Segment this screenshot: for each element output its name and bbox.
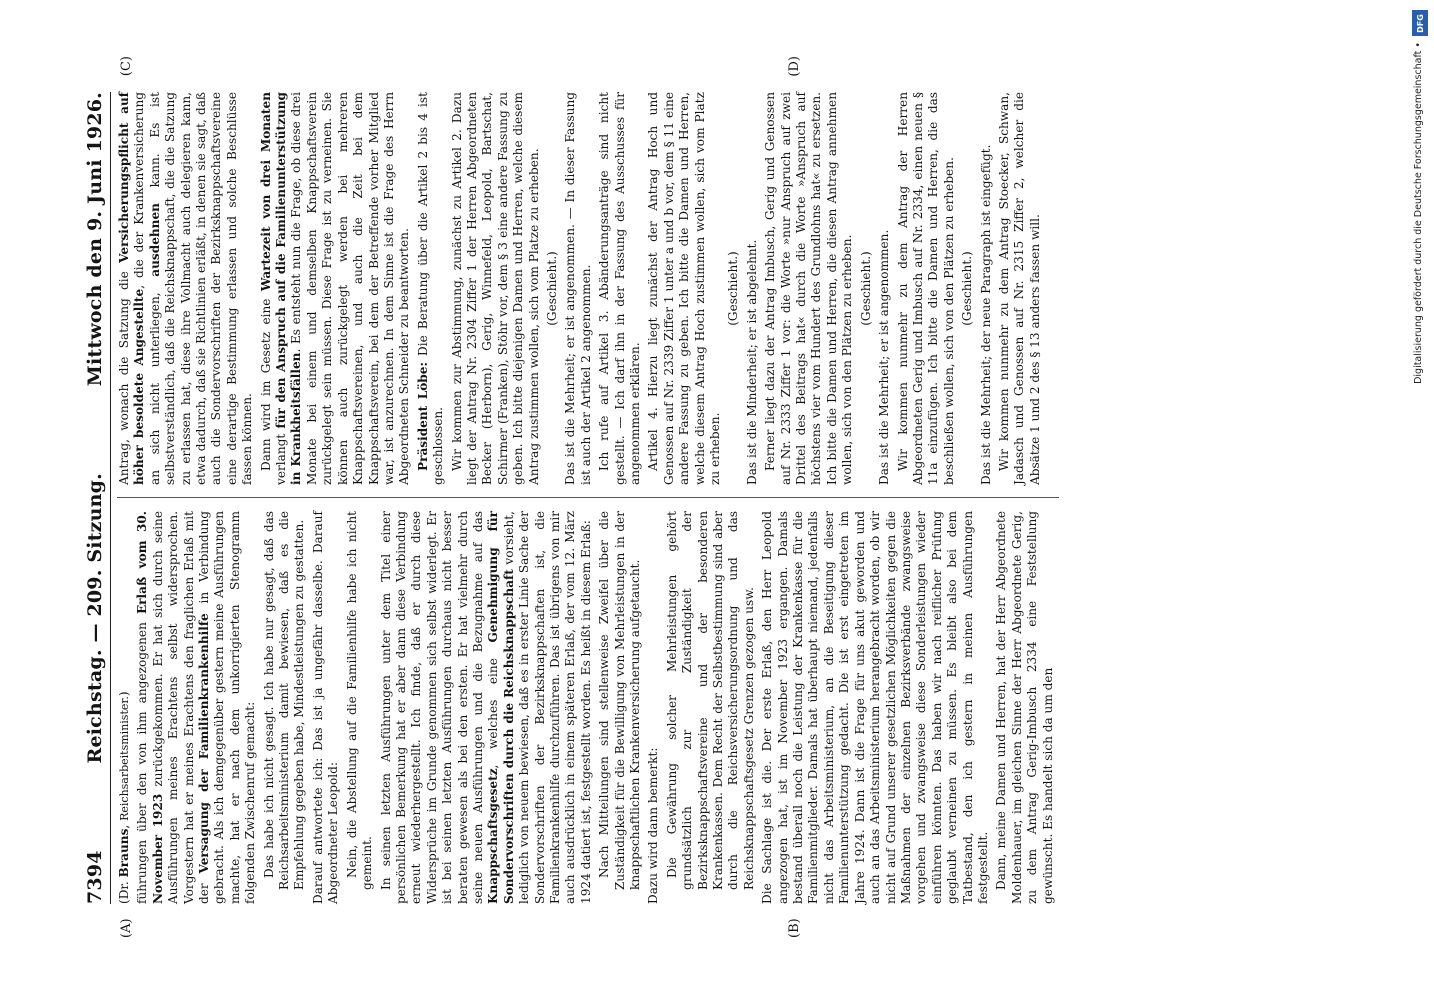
margin-letter-b: (B) (787, 918, 802, 938)
paragraph: führungen über den von ihm angezogenen Erlaß vom 30. November 1923 zurückgekommen. Er hat sich durch seine Ausführungen meines Erachtens selbst widersprochen. Vorgestern hat er meines Erachtens den fraglichen Erlaß mit der Versagung der Familienkrankenhilfe in Verbindung gebracht. Als ich demgegenüber gestern meine Ausführungen machte, hat er nach dem unkorrigierten Stenogramm folgenden Zwischenruf gemacht: (135, 510, 258, 904)
paragraph: Die Sachlage ist die. Der erste Erlaß, den Herr Leopold angezogen hat, ist im November 1923 ergangen. Damals bestand überall noch die Leistung der Krankenkasse für die Familienmitglieder. Damals hat überhaupt niemand, jedenfalls nicht das Arbeitsministerium, an die Beseitigung dieser Familienunterstützung gedacht. Die ist erst eingetreten im Jahre 1924. Dann ist die Frage für uns akut geworden und auch an das Arbeitsministerium herangebracht worden, ob wir nicht auf Grund unserer gesetzlichen Möglichkeiten gegen die Maßnahmen der einzelnen Bezirksverbände zwangsweise vorgehen und zwangsweise diese Sonderleistungen wieder einführen könnten. Das haben wir nach reiflicher Prüfung geglaubt verneinen zu müssen. Es bleibt also bei dem Tatbestand, den ich gestern in meinen Ausführungen festgestellt. (760, 511, 990, 904)
paragraph: Präsident Löbe: Die Beratung über die Artikel 2 bis 4 ist geschlossen. (415, 92, 446, 485)
paragraph: (Geschieht.) (960, 251, 975, 326)
dfg-logo-icon (1412, 10, 1428, 36)
paragraph: Das ist die Mehrheit; der neue Paragraph ist eingefügt. (978, 144, 993, 485)
paragraph: Das ist die Mehrheit; er ist angenommen. (877, 229, 892, 485)
paragraph: (Geschieht.) (726, 251, 741, 326)
session-title: Reichstag. — 209. Sitzung. (84, 473, 106, 764)
paragraph: Ferner liegt dazu der Antrag Imbusch, Gerig und Genossen auf Nr. 2333 Ziffer 1 vor: die Worte »nur Anspruch auf zwei Drittel des Beitrags hat« durch die Worte »Anspruch auf höchstens vier vom Hundert des Grundlohns hat« zu ersetzen. Ich bitte die Damen und Herren, die diesen Antrag annehmen wollen, sich von den Plätzen zu erheben. (763, 92, 855, 485)
dfg-logo-text: DFG (1415, 13, 1425, 33)
text-columns (117, 56, 1059, 938)
paragraph: Wir kommen nunmehr zu dem Antrag der Herren Abgeordneten Gerig und Imbusch auf Nr. 2334, einen neuen § 11a einzufügen. Ich bitte die Damen und Herren, die das beschließen wollen, sich von den Plätzen zu erheben. (895, 92, 956, 485)
margin-letter-a: (A) (119, 918, 134, 938)
paragraph: Artikel 4. Hierzu liegt zunächst der Antrag Hoch und Genossen auf Nr. 2339 Ziffer 1 unter a und b vor, dem § 11 eine andere Fassung zu geben. Ich bitte die Damen und Herren, welche diesem Antrag Hoch zustimmen wollen, sich vom Platz zu erheben. (646, 92, 723, 485)
paragraph: Wir kommen nunmehr zu dem Antrag Stoecker, Schwan, Jadasch und Genossen auf Nr. 2315 Ziffer 2, welcher die Absätze 1 und 2 des § 13 anders fassen will. (996, 92, 1042, 485)
column-divider (117, 497, 1059, 498)
paragraph: (Geschieht.) (544, 251, 559, 326)
paragraph: (Geschieht.) (858, 251, 873, 326)
paragraph: Nach Mitteilungen sind stellenweise Zweifel über die Zuständigkeit für die Bewilligung von Mehrleistungen in der knappschaftlichen Krankenversicherung aufgetaucht. (597, 511, 642, 890)
paragraph: Das ist die Mehrheit; er ist angenommen. — In dieser Fassung ist auch der Artikel 2 angenommen. (563, 92, 593, 485)
margin-letter-c: (C) (119, 56, 134, 77)
paragraph: Ich rufe auf Artikel 3. Abänderungsanträge sind nicht gestellt. — Ich darf ihn in der Fassung des Ausschusses für angenommen erklären. (597, 92, 642, 485)
paragraph: Dann wird im Gesetz eine Wartezeit von drei Monaten verlangt für den Anspruch auf die Familienunterstützung in Krankheitsfällen. Es entsteht nun die Frage, ob diese drei Monate bei einem und demselben Knappschaftsverein zurückgelegt sein müssen. Diese Frage ist zu verneinen. Sie können auch zurückgelegt werden bei mehreren Knappschaftsvereinen, und auch die Zeit bei dem Knappschaftsverein, bei dem der Betreffende vorher Mitglied war, ist anzurechnen. In dem Sinne ist die Frage des Herrn Abgeordneten Schneider zu beantworten. (258, 92, 412, 485)
paragraph: Das habe ich nicht gesagt. Ich habe nur gesagt, daß das Reichsarbeitsministerium damit bewiesen, daß es die Empfehlung gegeben habe, Mindestleistungen zu gestatten. (261, 511, 307, 890)
page-header (84, 92, 111, 904)
margin-letter-d: (D) (787, 56, 802, 77)
session-date: Mittwoch den 9. Juni 1926. (84, 92, 106, 387)
digitization-credit (1412, 10, 1428, 650)
paragraph: Nein, die Abstellung auf die Familienhilfe habe ich nicht gemeint. (344, 511, 375, 890)
paragraph: Dazu wird dann bemerkt: (646, 747, 661, 904)
right-column (117, 56, 1059, 485)
paragraph: Dann, meine Damen und Herren, hat der Herr Abgeordnete Moldenhauer, im gleichen Sinne der Herr Abgeordnete Gerig, zu dem Antrag Gerig-Imbusch 2334 eine Feststellung gewünscht. Es handelt sich da um den (994, 511, 1055, 904)
paragraph: Antrag, wonach die Satzung die Versicherungspflicht auf höher besoldete Angestellte, die der Krankenversicherung an sich nicht unterliegen, ausdehnen kann. Es ist selbstverständlich, daß die Reichsknappschaft, die die Satzung zu erlassen hat, diese ihre Vollmacht auch delegieren kann, etwa dadurch, daß sie Richtlinien erläßt, in denen sie sagt, daß auch die Sondervorschriften der Bezirksknappschaftsvereine eine derartige Bestimmung erlassen und solche Beschlüsse fassen können. (117, 91, 255, 485)
paragraph: Darauf antwortete ich: Das ist ja ungefähr dasselbe. Darauf Abgeordneter Leopold: (310, 511, 341, 904)
page-number: 7394 (84, 850, 106, 904)
paragraph: Das ist die Minderheit; er ist abgelehnt. (744, 239, 759, 485)
paragraph: (Dr. Brauns, Reichsarbeitsminister.) (117, 691, 131, 904)
paragraph: In seinen letzten Ausführungen unter dem Titel einer persönlichen Bemerkung hat er aber dann diese Verbindung erneut wiederhergestellt. Ich finde, daß er durch diese Widersprüche im Grunde genommen sich selbst widerlegt. Er ist bei seinen letzten Ausführungen durchaus nicht besser beraten gewesen als bei den ersten. Er hat vielmehr durch seine neuen Ausführungen und die Bezugnahme auf das Knappschaftsgesetz, welches eine Genehmigung für Sondervorschriften durch die Reichsknappschaft vorsieht, lediglich von neuem bewiesen, daß es in erster Linie Sache der Sondervorschriften der Bezirksknappschaften ist, die Familienkrankenhilfe durchzuführen. Das ist übrigens von mir auch ausdrücklich in einem späteren Erlaß, der vom 12. März 1924 datiert ist, festgestellt worden. Es heißt in diesem Erlaß: (378, 511, 593, 904)
left-column (117, 510, 1059, 938)
paragraph: Die Gewährung solcher Mehrleistungen gehört grundsätzlich zur Zuständigkeit der Bezirksknappschaftsvereine und der besonderen Krankenkassen. Dem Recht der Selbstbestimmung sind aber durch die Reichsversicherungsordnung und das Reichsknappschaftsgesetz Grenzen gezogen usw. (664, 511, 756, 890)
credit-text: Digitalisierung gefördert durch die Deutsche Forschungsgemeinschaft • (1413, 42, 1424, 384)
paragraph: Wir kommen zur Abstimmung, zunächst zu Artikel 2. Dazu liegt der Antrag Nr. 2304 Ziffer 1 der Herren Abgeordneten Becker (Herborn), Gerig, Winnefeld, Leopold, Bartschat, Schirmer (Franken), Stöhr vor, dem § 3 eine andere Fassung zu geben. Ich bitte diejenigen Damen und Herren, welche diesem Antrag zustimmen wollen, sich vom Platze zu erheben. (449, 92, 541, 485)
